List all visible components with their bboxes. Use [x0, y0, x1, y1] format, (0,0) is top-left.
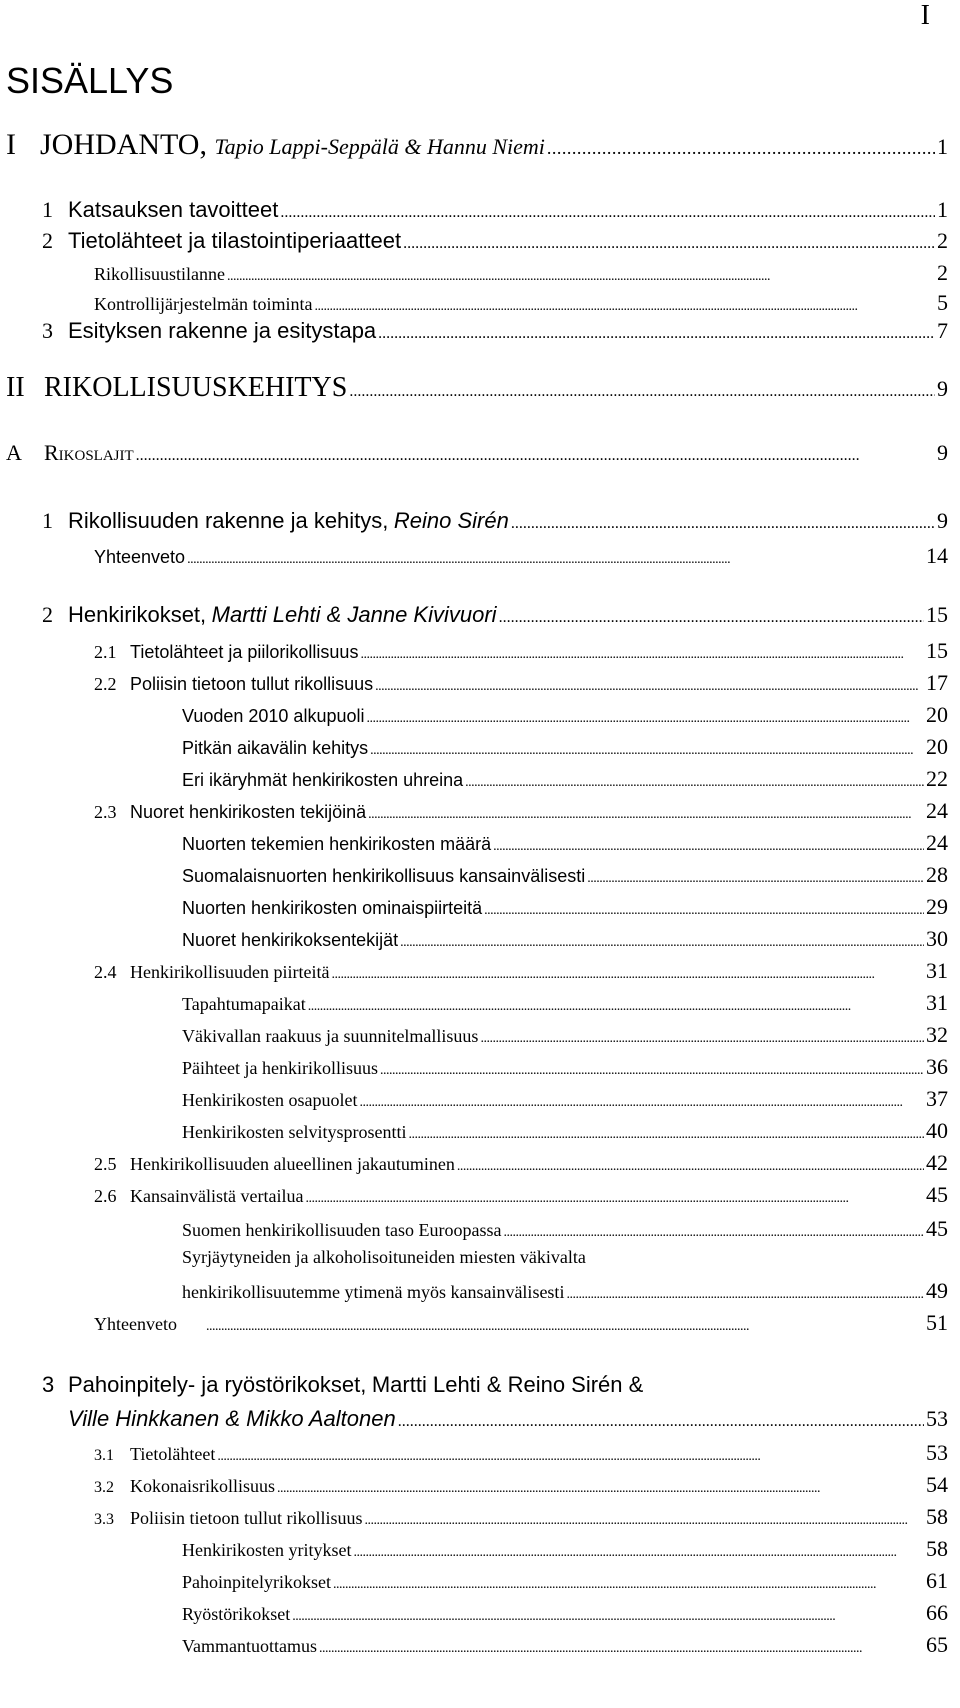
toc-entry[interactable] [182, 1600, 948, 1626]
entry-authors: Reino Sirén [393, 508, 509, 533]
entry-page: 24 [926, 830, 948, 855]
entry-title: Rikoslajit [44, 440, 134, 465]
entry-page: 31 [926, 958, 948, 983]
page-title: SISÄLLYS [6, 60, 174, 101]
toc-entry[interactable] [94, 958, 948, 984]
leader-dots [398, 1413, 924, 1431]
leader-dots [480, 1031, 924, 1047]
entry-title: Henkirikokset, [68, 602, 207, 627]
toc-entry[interactable] [182, 1278, 948, 1304]
leader-dots [368, 807, 924, 823]
entry-title: Päihteet ja henkirikollisuus [182, 1058, 378, 1078]
entry-title: Henkirikosten osapuolet [182, 1090, 358, 1110]
entry-title: Henkirikollisuuden piirteitä [130, 962, 330, 982]
leader-dots [217, 1449, 924, 1465]
entry-number: A [6, 440, 22, 465]
toc-entry[interactable] [182, 1632, 948, 1658]
entry-page: 1 [937, 197, 948, 222]
toc-entry[interactable] [182, 894, 948, 920]
leader-dots [305, 1191, 924, 1207]
entry-number: 2 [42, 228, 53, 253]
entry-page: 61 [926, 1568, 948, 1593]
entry-title: Rikollisuuden rakenne ja kehitys, [68, 508, 389, 533]
entry-page: 40 [926, 1118, 948, 1143]
entry-title: Suomalaisnuorten henkirikollisuus kansainvälisesti [182, 866, 586, 886]
entry-title: Henkirikosten selvitysprosentti [182, 1122, 407, 1142]
entry-page: 2 [937, 260, 948, 285]
leader-dots [331, 967, 924, 983]
entry-title: Eri ikäryhmät henkirikosten uhreina [182, 770, 464, 790]
toc-entry[interactable] [182, 1022, 948, 1048]
entry-number: 2.1 [94, 642, 117, 662]
entry-title: Pahoinpitely- ja ryöstörikokset, [68, 1372, 367, 1397]
entry-page: 20 [926, 734, 948, 759]
leader-dots [359, 1095, 924, 1111]
entry-title: Katsauksen tavoitteet [68, 197, 279, 222]
entry-page: 58 [926, 1536, 948, 1561]
leader-dots [365, 1513, 924, 1529]
toc-entry[interactable] [182, 926, 948, 952]
toc-entry[interactable] [182, 702, 948, 728]
leader-dots [511, 515, 935, 533]
leader-dots [319, 1641, 924, 1657]
entry-number: 2 [42, 602, 53, 627]
toc-entry[interactable] [182, 1568, 948, 1594]
entry-page: 9 [937, 376, 948, 401]
entry-title: Nuorten tekemien henkirikosten määrä [182, 834, 492, 854]
entry-title: Tietolähteet ja tilastointiperiaatteet [68, 228, 402, 253]
entry-title: Yhteenveto [94, 547, 186, 567]
entry-page: 54 [926, 1472, 948, 1497]
toc-entry[interactable] [182, 862, 948, 888]
entry-page: 49 [926, 1278, 948, 1303]
entry-page: 37 [926, 1086, 948, 1111]
page-number: I [920, 0, 930, 31]
entry-title: Kansainvälistä vertailua [130, 1186, 304, 1206]
leader-dots [493, 839, 924, 855]
leader-dots [400, 935, 924, 951]
entry-page: 29 [926, 894, 948, 919]
entry-authors: Tapio Lappi-Seppälä & Hannu Niemi [214, 134, 545, 159]
leader-dots [292, 1609, 924, 1625]
toc-entry[interactable] [94, 1472, 948, 1498]
entry-title: Vammantuottamus [182, 1636, 317, 1656]
entry-page: 17 [926, 670, 948, 695]
entry-title: Tietolähteet [130, 1444, 216, 1464]
leader-dots [370, 743, 924, 759]
entry-number: 2.3 [94, 802, 117, 822]
entry-page: 36 [926, 1054, 948, 1079]
entry-page: 15 [926, 638, 948, 663]
entry-title: Tapahtumapaikat [182, 994, 306, 1014]
entry-title: RIKOLLISUUSKEHITYS [44, 372, 348, 403]
entry-title: Pitkän aikavälin kehitys [182, 738, 369, 758]
entry-title: Ryöstörikokset [182, 1604, 291, 1624]
toc-entry[interactable] [182, 734, 948, 760]
entry-page: 58 [926, 1504, 948, 1529]
leader-dots [349, 383, 935, 401]
entry-title: Suomen henkirikollisuuden taso Euroopassa [182, 1220, 502, 1240]
entry-page: 22 [926, 766, 948, 791]
entry-page: 28 [926, 862, 948, 887]
toc-entry[interactable] [182, 1054, 948, 1080]
leader-dots [206, 1319, 924, 1335]
entry-page: 31 [926, 990, 948, 1015]
entry-page: 2 [937, 228, 948, 253]
entry-title: Rikollisuustilanne [94, 264, 226, 284]
entry-number: II [6, 372, 25, 403]
toc-entry[interactable] [182, 1536, 948, 1562]
entry-title: henkirikollisuutemme ytimenä myös kansainvälisesti [182, 1282, 565, 1302]
entry-number: 2.6 [94, 1186, 117, 1206]
leader-dots [403, 235, 935, 253]
entry-page: 24 [926, 798, 948, 823]
toc-entry[interactable] [42, 602, 948, 628]
entry-page: 9 [937, 440, 948, 465]
toc-entry[interactable] [182, 830, 948, 856]
toc-entry[interactable] [94, 260, 948, 286]
leader-dots [280, 204, 935, 222]
entry-page: 1 [937, 134, 948, 159]
leader-dots [378, 325, 935, 343]
leader-dots [187, 552, 924, 568]
entry-title: Tietolähteet ja piilorikollisuus [130, 642, 359, 662]
leader-dots [587, 871, 924, 887]
entry-title: Väkivallan raakuus ja suunnitelmallisuus [182, 1026, 479, 1046]
entry-page: 14 [926, 543, 948, 568]
toc-entry[interactable] [182, 1118, 948, 1144]
leader-dots [227, 269, 935, 285]
leader-dots [353, 1545, 924, 1561]
toc-entry[interactable] [182, 1216, 948, 1242]
leader-dots [333, 1577, 924, 1593]
entry-page: 65 [926, 1632, 948, 1657]
toc-entry[interactable] [94, 543, 948, 569]
toc-entry[interactable] [94, 1504, 948, 1530]
leader-dots [503, 1225, 924, 1241]
leader-dots [314, 299, 935, 315]
entry-page: 5 [937, 290, 948, 315]
leader-dots [457, 1159, 924, 1175]
entry-number: 1 [42, 508, 53, 533]
leader-dots [360, 647, 924, 663]
entry-page: 20 [926, 702, 948, 727]
entry-title: Vuoden 2010 alkupuoli [182, 706, 365, 726]
toc-entry[interactable] [94, 638, 948, 664]
toc-entry[interactable] [42, 508, 948, 534]
entry-number: 3.1 [94, 1447, 114, 1464]
entry-number: 2.4 [94, 962, 117, 982]
entry-page: 45 [926, 1216, 948, 1241]
toc-entry[interactable] [94, 1440, 948, 1466]
toc-entry[interactable] [94, 1310, 948, 1336]
toc-entry[interactable] [94, 1150, 948, 1176]
leader-dots [308, 999, 924, 1015]
entry-authors: Martti Lehti & Janne Kivivuori [211, 602, 497, 627]
entry-title: Henkirikollisuuden alueellinen jakautuminen [130, 1154, 455, 1174]
entry-page: 30 [926, 926, 948, 951]
entry-title: Nuoret henkirikosten tekijöinä [130, 802, 367, 822]
toc-entry-line: Syrjäytyneiden ja alkoholisoituneiden miesten väkivalta [182, 1247, 586, 1267]
entry-title: Poliisin tietoon tullut rikollisuus [130, 674, 374, 694]
entry-page: 9 [937, 508, 948, 533]
leader-dots [484, 903, 924, 919]
leader-dots [380, 1063, 924, 1079]
entry-page: 42 [926, 1150, 948, 1175]
entry-number: I [6, 128, 16, 161]
entry-number: 3 [42, 1372, 55, 1397]
entry-number: 3 [42, 318, 53, 343]
entry-number: 1 [42, 197, 53, 222]
toc-entry[interactable] [94, 1182, 948, 1208]
entry-title: Henkirikosten yritykset [182, 1540, 352, 1560]
toc-entry[interactable] [42, 228, 948, 254]
entry-authors: Martti Lehti & Reino Sirén & [371, 1372, 644, 1397]
entry-title: Nuorten henkirikosten ominaispiirteitä [182, 898, 483, 918]
leader-dots [408, 1127, 924, 1143]
entry-page: 7 [937, 318, 948, 343]
leader-dots [499, 609, 924, 627]
toc-entry[interactable] [94, 798, 948, 824]
entry-page: 53 [926, 1440, 948, 1465]
toc-entry[interactable] [68, 1406, 948, 1432]
entry-title: JOHDANTO, [40, 128, 207, 161]
toc-entry[interactable] [6, 440, 948, 466]
entry-page: 66 [926, 1600, 948, 1625]
entry-number: 3.2 [94, 1479, 114, 1496]
toc-entry[interactable] [6, 128, 948, 162]
entry-title: Esityksen rakenne ja esitystapa [68, 318, 377, 343]
leader-dots [547, 138, 935, 159]
toc-entry[interactable] [42, 197, 948, 223]
entry-title: Poliisin tietoon tullut rikollisuus [130, 1508, 363, 1528]
entry-page: 32 [926, 1022, 948, 1047]
leader-dots [367, 711, 925, 727]
toc-entry[interactable] [182, 766, 948, 792]
toc-entry[interactable] [182, 1086, 948, 1112]
entry-page: 53 [926, 1406, 948, 1431]
leader-dots [375, 679, 924, 695]
entry-title: Pahoinpitelyrikokset [182, 1572, 331, 1592]
leader-dots [465, 775, 924, 791]
leader-dots [566, 1287, 924, 1303]
entry-authors: Ville Hinkkanen & Mikko Aaltonen [68, 1406, 396, 1431]
leader-dots [277, 1481, 924, 1497]
entry-number: 2.2 [94, 674, 117, 694]
leader-dots [136, 447, 935, 465]
entry-page: 45 [926, 1182, 948, 1207]
entry-page: 51 [926, 1310, 948, 1335]
toc-entry[interactable] [6, 372, 948, 404]
toc-entry[interactable] [42, 318, 948, 344]
toc-entry-line [42, 1372, 643, 1398]
entry-page: 15 [926, 602, 948, 627]
entry-title: Kontrollijärjestelmän toiminta [94, 294, 313, 314]
toc-entry[interactable] [94, 670, 948, 696]
entry-title: Yhteenveto [94, 1314, 177, 1334]
entry-title: Nuoret henkirikoksentekijät [182, 930, 399, 950]
toc-entry[interactable] [94, 290, 948, 316]
entry-number: 3.3 [94, 1511, 114, 1528]
entry-title: Kokonaisrikollisuus [130, 1476, 276, 1496]
toc-entry[interactable] [182, 990, 948, 1016]
entry-number: 2.5 [94, 1154, 117, 1174]
